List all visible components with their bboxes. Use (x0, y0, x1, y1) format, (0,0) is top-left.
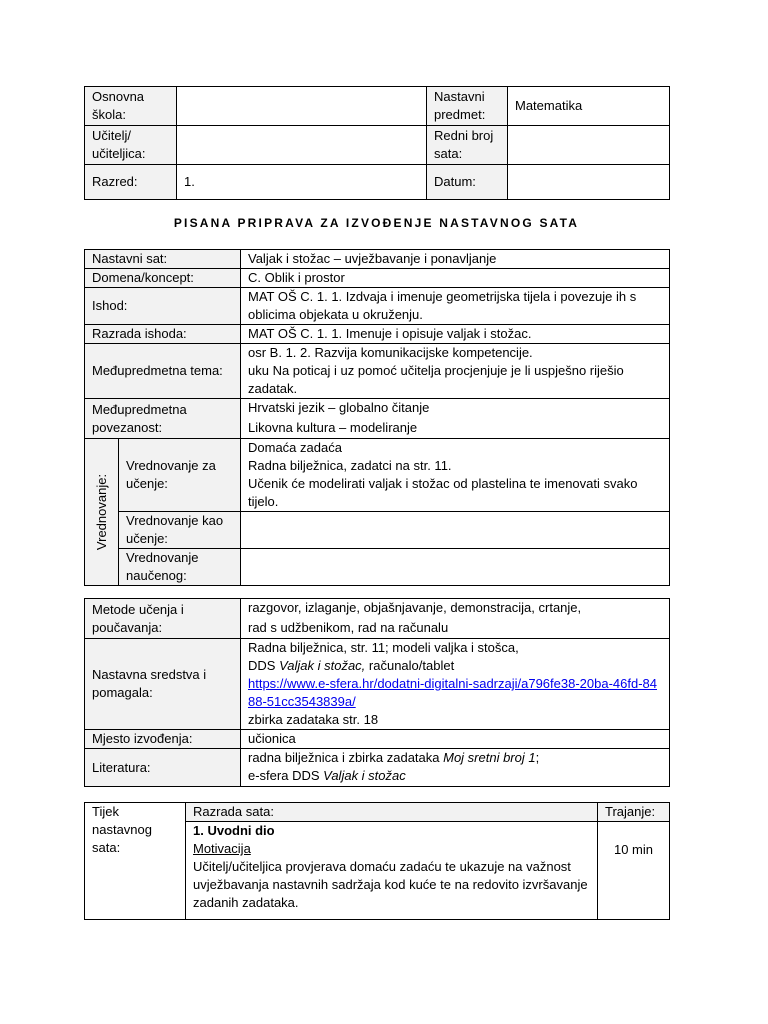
flow-label: Tijek nastavnog sata: (85, 803, 186, 920)
unit-value: Valjak i stožac – uvježbavanje i ponavljanje (241, 250, 670, 269)
methods-line: razgovor, izlaganje, objašnjavanje, demonstracija, crtanje, (248, 600, 582, 615)
date-label: Datum: (427, 165, 508, 200)
subject-value: Matematika (508, 87, 670, 126)
evaluation-label: Vrednovanje: (93, 473, 109, 551)
eval-for-value (241, 439, 670, 512)
section-body: Učitelj/učiteljica provjerava domaću zadaću te ukazuje na važnost uvježbavanja nastavnih sadržaja kod kuće te na redovito izvršavanje zadanih zadataka. (193, 859, 588, 910)
subject-label: Nastavni predmet: (427, 87, 508, 126)
eval-for-line: Domaća zadaća (248, 440, 342, 455)
aids-suffix: računalo/tablet (365, 658, 455, 673)
aids-line (248, 657, 662, 675)
flow-col-header: Razrada sata: (186, 803, 598, 822)
lesson-flow-table (84, 802, 670, 920)
lesson-table (84, 249, 670, 586)
lit-dds-title: Valjak i stožac (323, 768, 406, 783)
lit-book-title: Moj sretni broj 1 (443, 750, 536, 765)
outcome-detail-label: Razrada ishoda: (85, 325, 241, 344)
outcome-label: Ishod: (85, 288, 241, 325)
lit-prefix: radna bilježnica i zbirka zadataka (248, 750, 444, 765)
domain-label: Domena/koncept: (85, 269, 241, 288)
eval-for-line: Učenik će modelirati valjak i stožac od plastelina te imenovati svako tijelo. (248, 476, 638, 509)
lesson-number-label: Redni broj sata: (427, 126, 508, 165)
aids-dds-title: Valjak i stožac, (279, 658, 366, 673)
cross-link-line: Likovna kultura – modeliranje (248, 420, 418, 435)
eval-of-value (241, 549, 670, 586)
subsection-title: Motivacija (193, 841, 251, 856)
header-table (84, 86, 670, 200)
cross-link-value (241, 399, 670, 439)
aids-line: zbirka zadataka str. 18 (248, 712, 379, 727)
methods-line: rad s udžbenikom, rad na računalu (248, 620, 449, 635)
cross-topic-label: Međupredmetna tema: (85, 344, 241, 399)
lesson-number-value (508, 126, 670, 165)
literature-line (248, 749, 662, 767)
outcome-detail-value: MAT OŠ C. 1. 1. Imenuje i opisuje valjak i stožac. (241, 325, 670, 344)
page-title: PISANA PRIPRAVA ZA IZVOĐENJE NASTAVNOG SATA (173, 216, 580, 230)
place-label: Mjesto izvođenja: (85, 730, 241, 749)
lit-suffix: ; (535, 750, 540, 765)
grade-value: 1. (177, 165, 427, 200)
eval-of-label: Vrednovanje naučenog: (119, 549, 241, 586)
eval-for-line: Radna bilježnica, zadatci na str. 11. (248, 458, 452, 473)
methods-value (241, 599, 670, 639)
evaluation-label-cell (85, 439, 119, 586)
cross-topic-line: uku Na poticaj i uz pomoć učitelja procjenjuje je li uspješno riješio zadatak. (248, 363, 624, 396)
eval-for-label: Vrednovanje za učenje: (119, 439, 241, 512)
outcome-value: MAT OŠ C. 1. 1. Izdvaja i imenuje geometrijska tijela i povezuje ih s oblicima objekata u okruženju. (241, 288, 670, 325)
literature-value (241, 749, 670, 787)
teacher-label: Učitelj/ učiteljica: (85, 126, 177, 165)
flow-col-header: Trajanje: (598, 803, 670, 822)
aids-link[interactable]: https://www.e-sfera.hr/dodatni-digitalni-sadrzaji/a796fe38-20ba-46fd-8488-51cc3543839a/ (248, 676, 658, 709)
date-value (508, 165, 670, 200)
place-value: učionica (241, 730, 670, 749)
resources-table (84, 598, 670, 787)
aids-label: Nastavna sredstva i pomagala: (85, 639, 241, 730)
aids-prefix: DDS (248, 658, 280, 673)
section-title: 1. Uvodni dio (193, 823, 275, 838)
literature-line (248, 767, 662, 785)
flow-content (186, 822, 598, 920)
eval-as-value (241, 512, 670, 549)
school-label: Osnovna škola: (85, 87, 177, 126)
school-value (177, 87, 427, 126)
methods-label: Metode učenja i poučavanja: (85, 599, 241, 639)
cross-link-label: Međupredmetna povezanost: (85, 399, 241, 439)
duration-value: 10 min (598, 822, 670, 920)
cross-topic-value (241, 344, 670, 399)
lit-prefix: e-sfera DDS (248, 768, 324, 783)
grade-label: Razred: (85, 165, 177, 200)
cross-topic-line: osr B. 1. 2. Razvija komunikacijske kompetencije. (248, 345, 533, 360)
unit-label: Nastavni sat: (85, 250, 241, 269)
teacher-value (177, 126, 427, 165)
literature-label: Literatura: (85, 749, 241, 787)
domain-value: C. Oblik i prostor (241, 269, 670, 288)
aids-value (241, 639, 670, 730)
eval-as-label: Vrednovanje kao učenje: (119, 512, 241, 549)
cross-link-line: Hrvatski jezik – globalno čitanje (248, 400, 430, 415)
aids-line: Radna bilježnica, str. 11; modeli valjka i stošca, (248, 640, 519, 655)
